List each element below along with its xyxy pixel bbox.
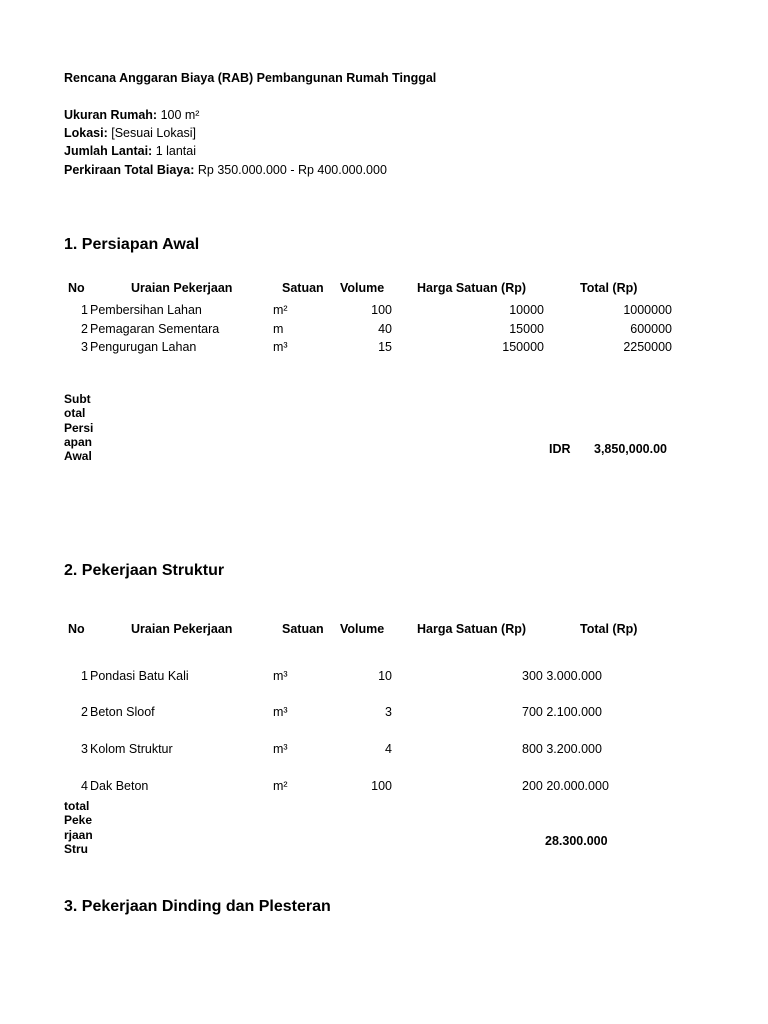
section-title-struktur: 2. Pekerjaan Struktur xyxy=(64,562,225,579)
header-satuan: Satuan xyxy=(282,281,324,295)
currency-label: IDR xyxy=(549,442,571,456)
header-no: No xyxy=(68,281,85,295)
header-uraian: Uraian Pekerjaan xyxy=(131,622,233,636)
header-harga: Harga Satuan (Rp) xyxy=(417,281,527,295)
section-title-persiapan: 1. Persiapan Awal xyxy=(64,236,200,253)
header-no: No xyxy=(68,622,85,636)
subtotal-label-persiapan: Subtotal Persiapan Awal xyxy=(64,392,94,464)
header-uraian: Uraian Pekerjaan xyxy=(131,281,233,295)
header-volume: Volume xyxy=(340,622,385,636)
header-total: Total (Rp) xyxy=(580,281,638,295)
subtotal-label-struktur: total Pekerjaan Stru xyxy=(64,799,93,856)
info-ukuran: Ukuran Rumah: 100 m² xyxy=(64,108,200,122)
header-volume: Volume xyxy=(340,281,385,295)
header-harga: Harga Satuan (Rp) xyxy=(417,622,527,636)
info-lokasi: Lokasi: [Sesuai Lokasi] xyxy=(64,126,197,140)
header-satuan: Satuan xyxy=(282,622,324,636)
subtotal-value-persiapan: 3,850,000.00 xyxy=(594,442,667,456)
info-perkiraan-biaya: Perkiraan Total Biaya: Rp 350.000.000 - Rp 400.000.000 xyxy=(64,163,387,177)
section-title-dinding: 3. Pekerjaan Dinding dan Plesteran xyxy=(64,898,331,915)
document-title: Rencana Anggaran Biaya (RAB) Pembangunan Rumah Tinggal xyxy=(64,71,437,85)
header-total: Total (Rp) xyxy=(580,622,638,636)
info-jumlah-lantai: Jumlah Lantai: 1 lantai xyxy=(64,144,197,158)
subtotal-value-struktur: 28.300.000 xyxy=(545,834,608,848)
